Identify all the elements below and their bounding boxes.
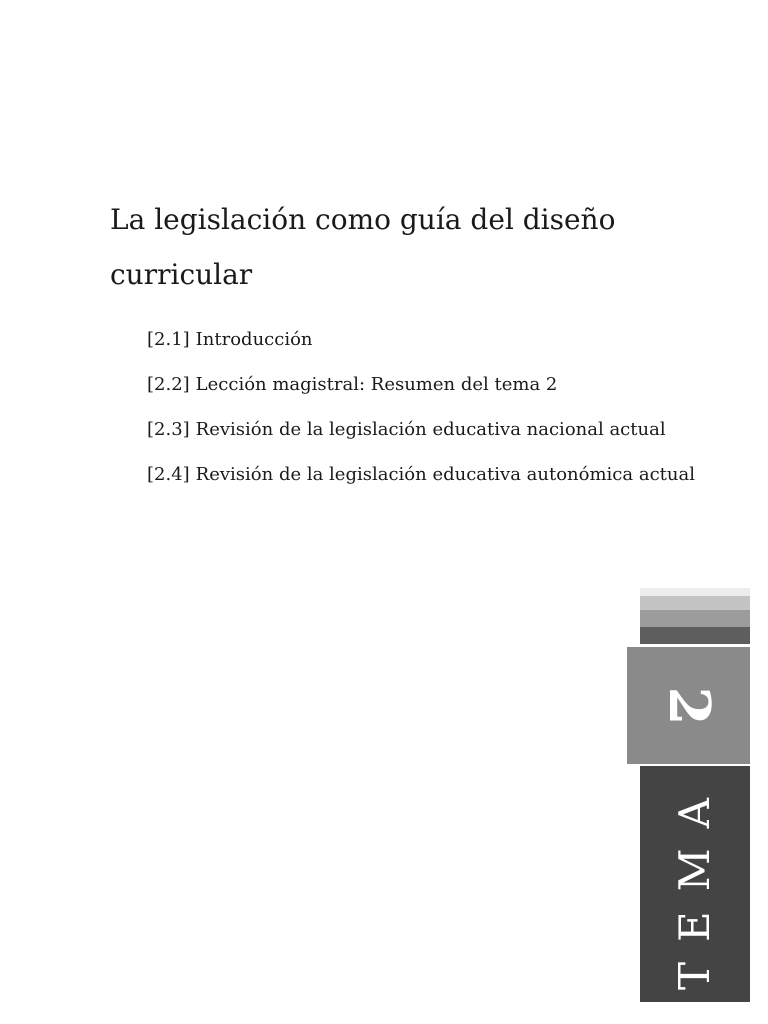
tema-number-box xyxy=(627,645,750,764)
toc-item-number: [2.4] xyxy=(147,464,190,485)
tema-word-box xyxy=(640,766,750,1002)
toc-item-2-2 xyxy=(147,369,695,414)
toc-item-2-4 xyxy=(147,459,695,504)
toc-item-label: Introducción xyxy=(195,329,313,350)
toc-item-number: [2.2] xyxy=(147,374,190,395)
tab-stripe-mid xyxy=(640,596,750,610)
toc-item-2-1 xyxy=(147,324,695,369)
page-title: La legislación como guía del diseño curricular xyxy=(110,203,616,291)
tema-number: 2 xyxy=(655,686,722,725)
toc-item-label: Revisión de la legislación educativa autonómica actual xyxy=(195,464,695,485)
toc-item-label: Lección magistral: Resumen del tema 2 xyxy=(195,374,558,395)
toc-item-number: [2.3] xyxy=(147,419,190,440)
table-of-contents xyxy=(147,324,695,504)
toc-item-number: [2.1] xyxy=(147,329,190,350)
toc-item-2-3 xyxy=(147,414,695,459)
tab-stripe-light xyxy=(640,588,750,596)
tab-stripe-darker xyxy=(640,610,750,627)
toc-item-label: Revisión de la legislación educativa nacional actual xyxy=(195,419,666,440)
tab-stripe-dark xyxy=(640,627,750,644)
tema-word: TEMA xyxy=(670,777,719,991)
